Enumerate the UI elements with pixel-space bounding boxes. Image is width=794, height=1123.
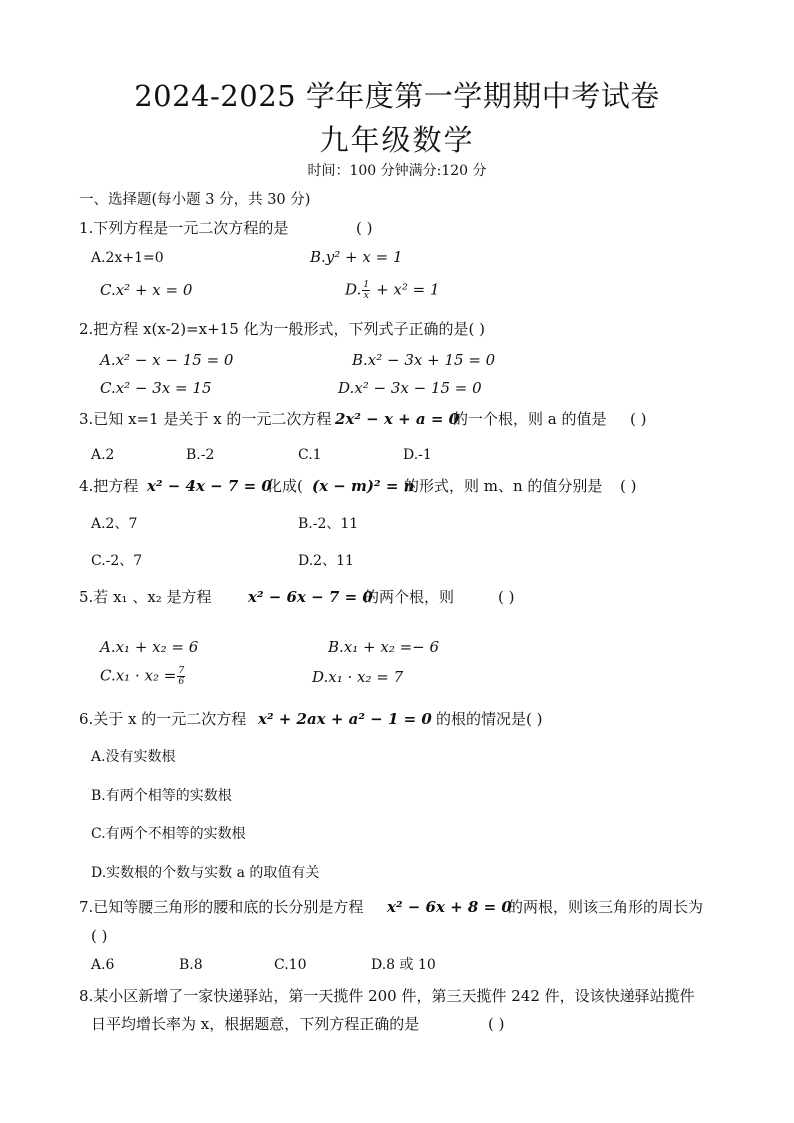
question-6-option-d: D.实数根的个数与实数 a 的取值有关: [91, 865, 320, 881]
question-1-option-b: B.y² + x = 1: [310, 248, 403, 266]
fraction-numerator: 1: [363, 279, 370, 290]
question-7-option-d: D.8 或 10: [371, 957, 436, 973]
question-5-option-c: [100, 666, 186, 687]
question-2-option-d: D.x² − 3x − 15 = 0: [338, 379, 482, 397]
question-8-stem-line-1: 8.某小区新增了一家快递驿站，第一天揽件 200 件，第三天揽件 242 件，设该快递驿站揽件: [79, 987, 695, 1005]
question-5-stem-start: 5.若 x₁ 、x₂ 是方程: [79, 588, 212, 606]
question-5-answer-blank: ( ): [498, 588, 515, 606]
question-5-option-c-fraction: [177, 666, 185, 687]
question-2-stem: 2.把方程 x(x-2)=x+15 化为一般形式，下列式子正确的是( ): [79, 320, 485, 338]
question-4-equation: x² − 4x − 7 = 0: [147, 477, 272, 495]
question-1-option-d-fraction: [362, 280, 370, 301]
question-7-stem-start: 7.已知等腰三角形的腰和底的长分别是方程: [79, 898, 364, 916]
question-6-option-b: B.有两个相等的实数根: [91, 788, 232, 804]
question-5-option-b: B.x₁ + x₂ =− 6: [328, 638, 440, 656]
question-1-option-d-prefix: D.: [345, 280, 362, 299]
question-7-option-c: C.10: [274, 957, 307, 973]
question-5-equation: x² − 6x − 7 = 0: [248, 588, 373, 606]
question-4-stem-middle: 化成(: [267, 477, 303, 495]
exam-time-score: 时间：100 分钟满分:120 分: [307, 163, 487, 179]
question-4-option-d: D.2、11: [298, 553, 354, 569]
question-7-stem-end: 的两根，则该三角形的周长为: [508, 898, 704, 916]
question-3-option-a: A.2: [91, 447, 115, 463]
question-4-answer-blank: ( ): [620, 477, 637, 495]
question-5-option-a: A.x₁ + x₂ = 6: [100, 638, 199, 656]
question-6-option-a: A.没有实数根: [91, 749, 176, 765]
question-8-stem-line-2: 日平均增长率为 x，根据题意，下列方程正确的是: [91, 1015, 420, 1033]
question-8-answer-blank: ( ): [488, 1015, 505, 1033]
question-3-option-b: B.-2: [186, 447, 215, 463]
question-5-stem-end: 的两个根，则: [364, 588, 455, 606]
question-5-option-d: D.x₁ · x₂ = 7: [312, 668, 404, 686]
question-6-option-c: C.有两个不相等的实数根: [91, 826, 246, 842]
question-4-stem-end: 的形式，则 m、n 的值分别是: [404, 477, 603, 495]
question-4-option-b: B.-2、11: [298, 516, 359, 532]
question-7-option-a: A.6: [91, 957, 115, 973]
question-6-stem-end: 的根的情况是( ): [436, 710, 543, 728]
question-7-equation: x² − 6x + 8 = 0: [387, 898, 512, 916]
question-1-option-a: A.2x+1=0: [91, 250, 164, 266]
question-1-answer-blank: ( ): [356, 219, 373, 237]
question-2-option-b: B.x² − 3x + 15 = 0: [352, 351, 496, 369]
question-3-option-c: C.1: [298, 447, 322, 463]
question-4-stem-start: 4.把方程: [79, 477, 139, 495]
question-5-option-c-prefix: C.x₁ · x₂ =: [100, 666, 177, 685]
question-4-option-c: C.-2、7: [91, 553, 143, 569]
question-3-stem-start: 3.已知 x=1 是关于 x 的一元二次方程: [79, 410, 332, 428]
question-1-option-d: [345, 280, 440, 301]
exam-title: 2024-2025 学年度第一学期期中考试卷: [134, 79, 660, 113]
fraction-denominator: x: [363, 289, 369, 301]
question-3-stem-end: 的一个根，则 a 的值是: [453, 410, 607, 428]
fraction-numerator: 7: [178, 665, 185, 676]
question-1-option-c: C.x² + x = 0: [100, 281, 193, 299]
question-2-option-c: C.x² − 3x = 15: [100, 379, 212, 397]
fraction-denominator: 6: [178, 675, 185, 687]
question-3-equation: 2x² − x + a = 0: [335, 410, 460, 428]
question-3-option-d: D.-1: [403, 447, 432, 463]
section-heading: 一、选择题(每小题 3 分，共 30 分): [79, 192, 311, 208]
question-1-stem: 1.下列方程是一元二次方程的是: [79, 219, 289, 237]
question-2-option-a: A.x² − x − 15 = 0: [100, 351, 234, 369]
question-7-answer-blank: ( ): [91, 927, 108, 945]
question-1-option-d-suffix: + x² = 1: [376, 280, 440, 299]
question-4-target-form: (x − m)² = n: [312, 477, 415, 495]
question-7-option-b: B.8: [179, 957, 203, 973]
question-6-equation: x² + 2ax + a² − 1 = 0: [258, 710, 432, 728]
question-3-answer-blank: ( ): [630, 410, 647, 428]
question-6-stem-start: 6.关于 x 的一元二次方程: [79, 710, 247, 728]
question-4-option-a: A.2、7: [91, 516, 138, 532]
exam-grade-subject: 九年级数学: [319, 123, 475, 157]
